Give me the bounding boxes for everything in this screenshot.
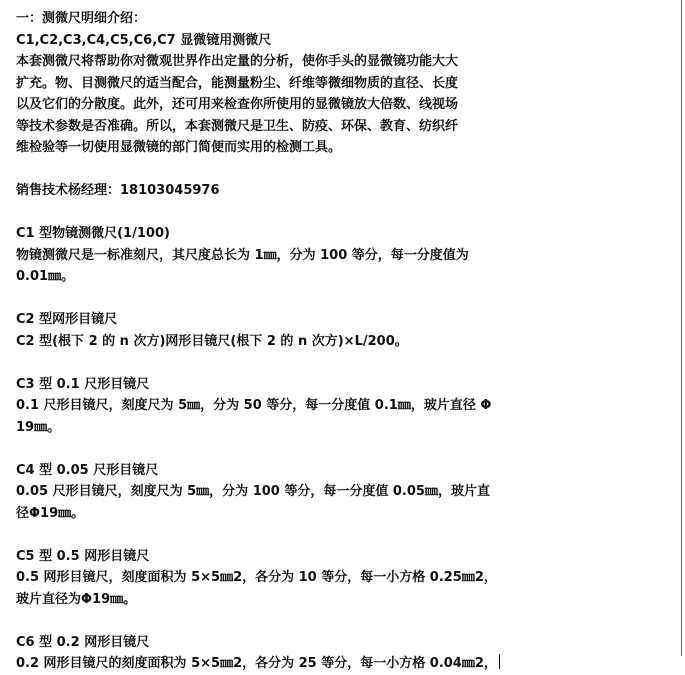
blank-line (16, 610, 576, 632)
document-body[interactable] (16, 8, 576, 675)
blank-line (16, 202, 576, 224)
models-title: C1,C2,C3,C4,C5,C6,C7 显微镜用测微尺 (16, 32, 272, 48)
section-title-c4: C4 型 0.05 尺形目镜尺 (16, 462, 159, 478)
section-line: 0.01㎜。 (16, 269, 75, 284)
section-line: 径Φ19㎜。 (16, 505, 85, 521)
section-line-with-caret (16, 653, 576, 675)
section-title-c2: C2 型网形目镜尺 (16, 312, 118, 327)
section-line: 19㎜。 (16, 419, 61, 435)
section-line: 0.5 网形目镜尺，刻度面积为 5×5㎜2，各分为 10 等分，每一小方格 0.25㎜2， (16, 570, 497, 585)
page-edge-border (681, 0, 682, 656)
intro-line: 本套测微尺将帮助你对微观世界作出定量的分析，使你手头的显微镜功能大大 (16, 54, 459, 69)
intro-line: 扩充。物、目测微尺的适当配合，能测量粉尘、纤维等微细物质的直径、长度 (16, 75, 459, 91)
intro-heading: 一：测微尺明细介绍： (16, 11, 147, 26)
blank-line (16, 352, 576, 374)
blank-line (16, 524, 576, 546)
intro-line: 等技术参数是否准确。所以，本套测微尺是卫生、防疫、环保、教育、纺织纤 (16, 118, 459, 134)
section-title-c1: C1 型物镜测微尺(1/100) (16, 226, 170, 241)
section-line: 0.05 尺形目镜尺，刻度尺为 5㎜，分为 100 等分，每一分度值 0.05㎜，玻片直 (16, 484, 490, 499)
intro-line: 以及它们的分散度。此外，还可用来检查你所使用的显微镜放大倍数、线视场 (16, 97, 459, 112)
sales-contact: 销售技术杨经理：18103045976 (16, 183, 220, 198)
text-cursor (499, 654, 500, 669)
blank-line (16, 438, 576, 460)
section-line: 物镜测微尺是一标准刻尺，其尺度总长为 1㎜，分为 100 等分，每一分度值为 (16, 247, 469, 263)
section-title-c3: C3 型 0.1 尺形目镜尺 (16, 376, 150, 392)
section-title-c5: C5 型 0.5 网形目镜尺 (16, 548, 150, 564)
section-line: 玻片直径为Φ19㎜。 (16, 591, 137, 607)
blank-line (16, 159, 576, 181)
section-line: 0.2 网形目镜尺的刻度面积为 5×5㎜2，各分为 25 等分，每一小方格 0.04㎜2， (16, 656, 497, 671)
blank-line (16, 288, 576, 310)
section-line: C2 型(根下 2 的 n 次方)网形目镜尺(根下 2 的 n 次方)×L/200。 (16, 333, 408, 349)
section-line: 0.1 尺形目镜尺，刻度尺为 5㎜，分为 50 等分，每一分度值 0.1㎜，玻片直径 Φ (16, 398, 492, 413)
section-title-c6: C6 型 0.2 网形目镜尺 (16, 634, 150, 650)
intro-line: 维检验等一切使用显微镜的部门简便而实用的检测工具。 (16, 140, 342, 155)
